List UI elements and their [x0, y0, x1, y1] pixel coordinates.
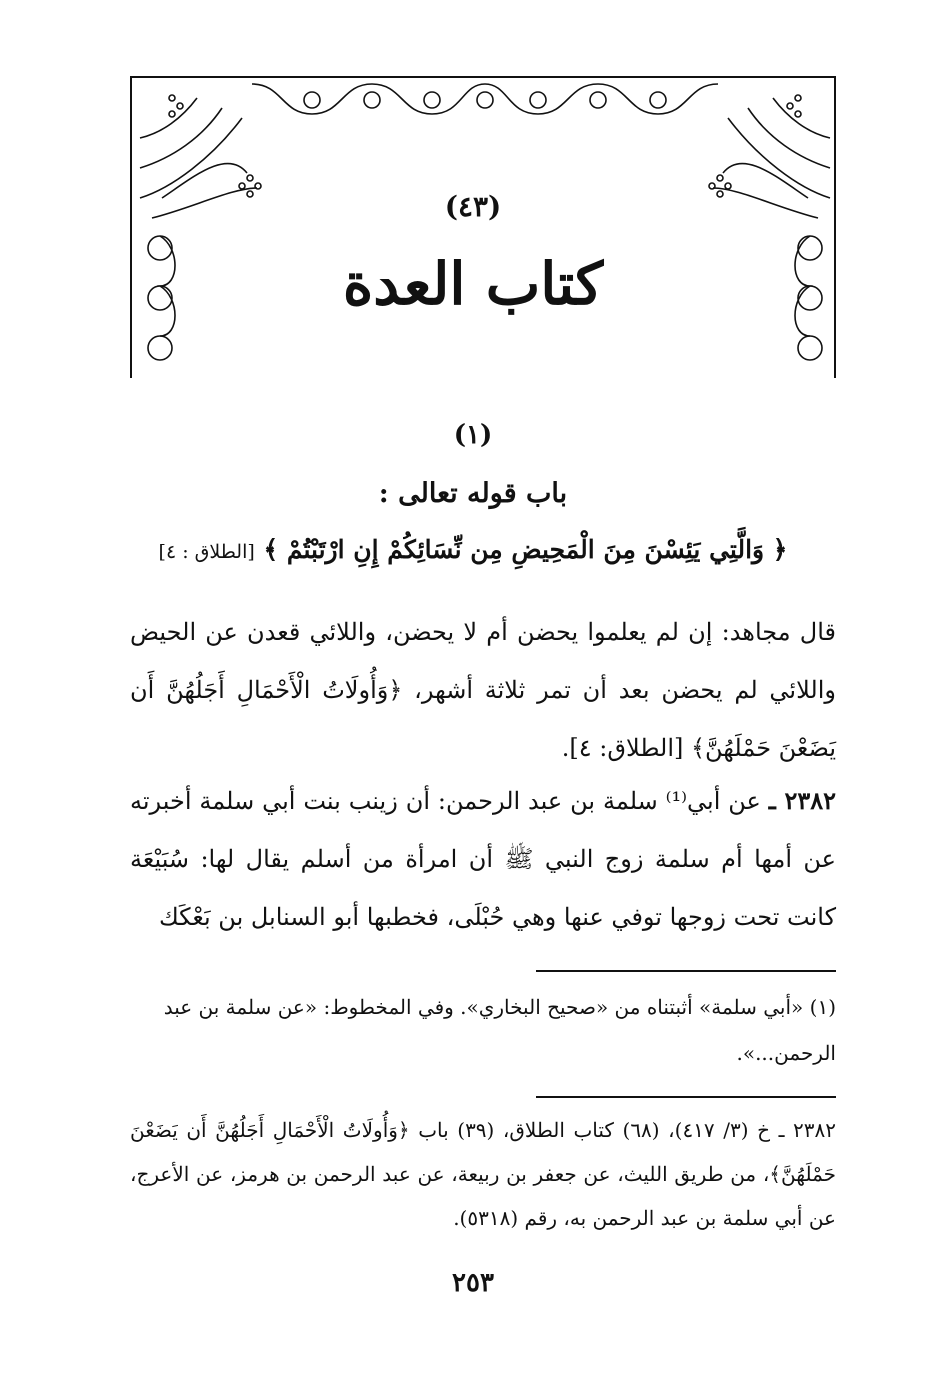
source-divider: [536, 1096, 836, 1098]
source-note: ٢٣٨٢ ـ خ (٣/ ٤١٧)، (٦٨) كتاب الطلاق، (٣٩) باب ﴿وَأُولَاتُ الْأَحْمَالِ أَجَلُهُنَّ أَن يَضَعْنَ حَمْلَهُنَّ﴾، من طريق الليث، عن جعفر بن ربيعة، عن عبد الرحمن بن هرمز، عن الأعرج، عن أبي سلمة بن عبد الرحمن به، رقم (٥٣١٨).: [130, 1118, 836, 1230]
ornamental-frame: [130, 76, 836, 378]
section-number: (١): [453, 420, 493, 450]
quran-verse: ﴿ وَالَّتِي يَئِسْنَ مِنَ الْمَحِيضِ مِن نِّسَائِكُمْ إِنِ ارْتَبْتُمْ ﴾: [263, 535, 788, 564]
ornamental-frame-icon: [132, 78, 838, 380]
page-number: ٢٥٣: [452, 1268, 494, 1298]
book-title: كتاب العدة: [342, 250, 604, 318]
hadith-number: ٢٣٨٢ ـ: [768, 786, 836, 815]
hadith-paragraph: [130, 772, 836, 946]
footnote-1: (١) «أبي سلمة» أثبتناه من «صحيح البخاري». وفي المخطوط: «عن سلمة بن عبد الرحمن...».: [163, 995, 836, 1065]
intro-paragraph: قال مجاهد: إن لم يعلموا يحضن أم لا يحضن، واللائي قعدن عن الحيض واللائي لم يحضن بعد أن تمر ثلاثة أشهر، ﴿وَأُولَاتُ الْأَحْمَالِ أَجَلُهُنَّ أَن يَضَعْنَ حَمْلَهُنَّ﴾ [الطلاق: ٤].: [130, 618, 836, 762]
chapter-heading: باب قوله تعالى :: [378, 478, 568, 509]
hadith-text: عن أبي⁽¹⁾ سلمة بن عبد الرحمن: أن زينب بنت أبي سلمة أخبرته عن أمها أم سلمة زوج النبي ﷺ أن امرأة من أسلم يقال لها: سُبَيْعَة كانت تحت زوجها توفي عنها وهي حُبْلَى، فخطبها أبو السنابل بن بَعْكَك: [130, 787, 837, 931]
footnote-divider: [536, 970, 836, 972]
quran-verse-line: [130, 535, 816, 564]
book-number: (٤٣): [444, 190, 502, 223]
verse-reference: [الطلاق : ٤]: [158, 541, 255, 563]
